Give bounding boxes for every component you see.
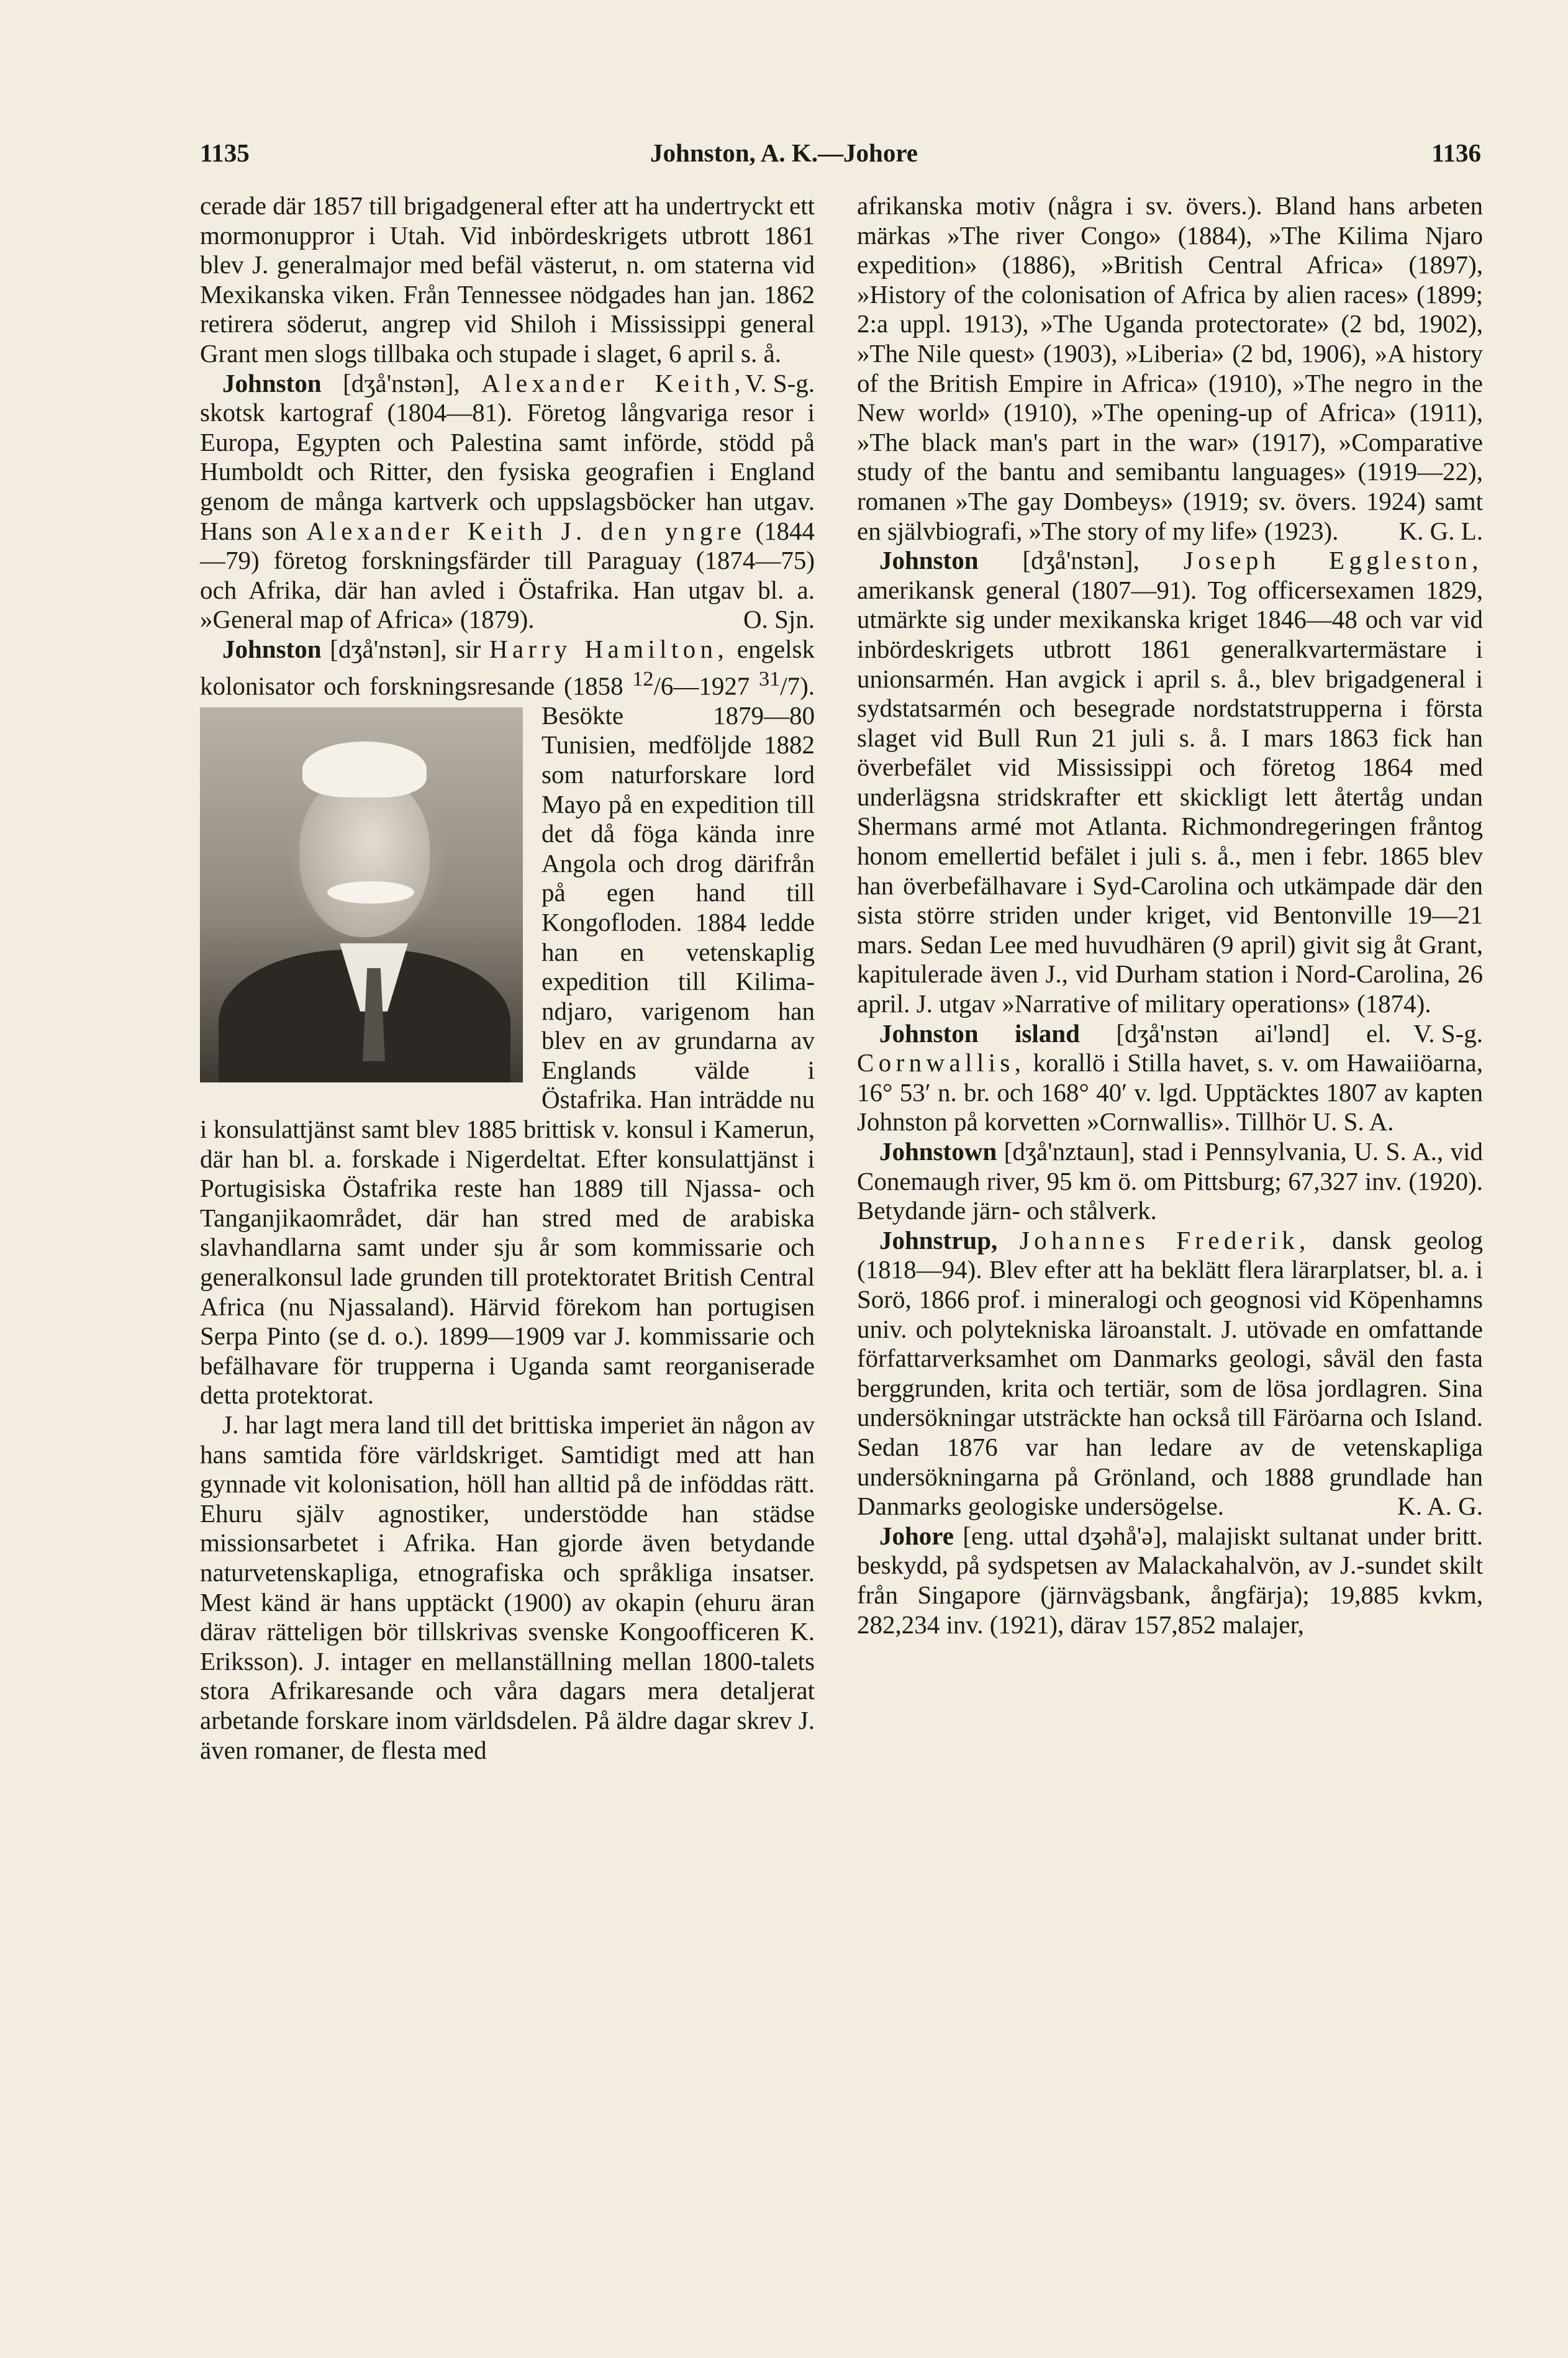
entry-headword: Johnstrup, [879, 1225, 998, 1254]
portrait-moustache [327, 881, 414, 904]
page-number-left: 1135 [200, 138, 250, 167]
entry-headword: Johore [879, 1521, 954, 1550]
entry-johnston-harry-hamilton: Johnston [dʒå'nstən], sir Harry Hamilton, engelsk kolonisator och forskningsresande (1858 $^{12}$/6—1927 $^{31}$/7 ). Besökte 1879—80 Tunisien, medföljde 1882 som naturforskare lord Mayo på en expedition till det då föga kända inre Angola och drog därifrån på egen hand till Kongofloden. 1884 ledde han en vetenskaplig expedition till Kilima-ndjaro, varigenom han blev en av grundarna av Englands välde i Östafrika. Han inträdde nu i konsulattjänst samt blev 1885 brittisk v. konsul i Kamerun, där han bl. a. forskade i Nigerdeltat. Efter konsulattjänst i Portugisiska Östafrika reste han 1889 till Njassa- och Tanganjikaområdet, där han stred med de arabiska slavhandlarna samt under sju år som kommissarie och generalkonsul lade grunden till protektoratet British Central Africa (nu Njassaland). Härvid förekom han portugisen Serpa Pinto (se d. o.). 1899—1909 var J. kommissarie och befälhavare för trupperna i Uganda samt reorganiserade detta protektorat. [200, 634, 815, 1410]
page-header [0, 130, 1568, 174]
entry-johnston-harry-hamilton-cont: J. har lagt mera land till det brittiska imperiet än någon av hans samtida före världskriget. Samtidigt med att han gynnade vit kolonisation, höll han alltid på de inföddas rätt. Ehuru själv agnostiker, understödde han städse missionsarbetet i Afrika. Han gjorde även betydande naturvetenskapliga, etnografiska och språkliga insatser. Mest känd är hans upptäckt (1900) av okapin (ehuru äran därav rätteligen bör tillskrivas svenske Kongoofficeren K. Eriksson). J. intager en mellanställning mellan 1800-talets stora Afrikaresande och våra dagars mera detaljerat arbetande forskare inom världsdelen. På äldre dagar skrev J. även romaner, de flesta med [200, 1410, 815, 1764]
entry-johnston-joseph-eggleston: Johnston [dʒå'nstən], Joseph Eggleston, amerikansk general (1807—91). Tog officersexamen 1829, utmärkte sig under mexikanska kriget 1846—48 och var vid inbördeskrigets utbrott 1861 generalkvartermästare i unionsarmén. Han avgick i april s. å., blev brigadgeneral i sydstatsarmén och besegrade nordstatstrupperna i första slaget vid Bull Run 21 juli s. å. I mars 1863 fick han överbefälet vid Mississippi och företog 1864 med underlägsna stridskrafter ett skickligt lett återtåg undan Shermans armé mot Atlanta. Richmondregeringen fråntog honom emellertid befälet i juli s. å., men i febr. 1865 blev han överbefälhavare i Syd-Carolina och utkämpade där den sista större striden under kriget, vid Bentonville 19—21 mars. Sedan Lee med huvudhären (9 april) givit sig åt Grant, kapitulerade även J., vid Durham station i Nord-Carolina, 26 april. J. utgav »Narrative of military operations» (1874). V. S-g. [857, 546, 1483, 1048]
author-signature: O. Sjn. [743, 605, 815, 634]
page-number-right: 1136 [1431, 138, 1481, 167]
author-signature: K. A. G. [1397, 1492, 1483, 1521]
entry-name: Joseph Eggleston, [1183, 546, 1483, 575]
entry-johnston-island: Johnston island [dʒå'nstən ai'lənd] el. Cornwallis, korallö i Stilla havet, s. v. om Hawaiiöarna, 16° 53′ n. br. och 168° 40′ v. lgd. Upptäcktes 1807 av kapten Johnston på korvetten »Cornwallis». Tillhör U. S. A. [857, 1018, 1483, 1136]
right-column [857, 191, 1483, 1639]
entry-headword: Johnstown [879, 1137, 997, 1166]
author-signature: V. S-g. [745, 368, 815, 397]
entry-continuation: cerade där 1857 till brigadgeneral efter att ha undertryckt ett mormonuppror i Utah. Vid inbördeskrigets utbrott 1861 blev J. generalmajor med befäl västerut, n. om staterna vid Mexikanska viken. Från Tennessee nödgades han jan. 1862 retirera söderut, angrep vid Shiloh i Mississippi general Grant men slogs tillbaka och stupade i slaget, 6 april s. å. V. S-g. [200, 191, 815, 397]
entry-name: Harry Hamilton, [489, 634, 729, 663]
portrait-hair [302, 741, 427, 797]
entry-name: Alexander Keith, [481, 368, 745, 397]
entry-subname: Alexander Keith J. den yngre [306, 516, 746, 545]
entry-johnstrup: Johnstrup, Johannes Frederik, dansk geolog (1818—94). Blev efter att ha beklätt flera lärarplatser, bl. a. i Sorö, 1866 prof. i mineralogi och geognosi vid Köpenhamns univ. och polytekniska läroanstalt. J. utövade en omfattande författarverksamhet om Danmarks geologi, såväl den fasta berggrunden, krita och tertiär, som de lösa jordlagren. Sina undersökningar utsträckte han också till Färöarna och Island. Sedan 1876 var han ledare av de vetenskapliga undersökningarna på Grönland, och 1888 grundlade han Danmarks geologiske undersögelse. K. A. G. [857, 1225, 1483, 1521]
author-signature: K. G. L. [1398, 516, 1483, 545]
entry-johore: Johore [eng. uttal dʒəhå'ə], malajiskt sultanat under britt. beskydd, på sydspetsen av Malackahalvön, av J.-sundet skilt från Singapore (järnvägsbank, ångfärja); 19,885 kvkm, 282,234 inv. (1921), därav 157,852 malajer, [857, 1521, 1483, 1639]
portrait-photo [200, 707, 523, 1082]
entry-johnston-alexander-keith: Johnston [dʒå'nstən], Alexander Keith, skotsk kartograf (1804—81). Företog långvariga resor i Europa, Egypten och Palestina samt införde, stödd på Humboldt och Ritter, den fysiska geografien i England genom de många kartverk och uppslagsböcker han utgav. Hans son Alexander Keith J. den yngre (1844—79) företog forskningsfärder till Paraguay (1874—75) och Afrika, där han avled i Östafrika. Han utgav bl. a. »General map of Africa» (1879). O. Sjn. [200, 368, 815, 634]
entry-headword: Johnston [879, 546, 979, 575]
entry-name: Cornwallis, [857, 1048, 1026, 1077]
entry-continuation: afrikanska motiv (några i sv. övers.). Bland hans arbeten märkas »The river Congo» (1884), »The Kilima Njaro expedition» (1886), »British Central Africa» (1897), »History of the colonisation of Africa by alien races» (1899; 2:a uppl. 1913), »The Uganda protectorate» (2 bd, 1902), »The Nile quest» (1903), »Liberia» (2 bd, 1906), »A history of the British Empire in Africa» (1910), »The negro in the New world» (1910), »The opening-up of Africa» (1911), »The black man's part in the war» (1917), »Comparative study of the bantu and semibantu languages» (1919—22), romanen »The gay Dombeys» (1919; sv. övers. 1924) samt en självbiografi, »The story of my life» (1923). K. G. L. [857, 191, 1483, 545]
author-signature: V. S-g. [1413, 1018, 1483, 1048]
entry-headword: Johnston [222, 368, 322, 397]
entry-headword: Johnston [222, 634, 322, 663]
running-title: Johnston, A. K.—Johore [650, 138, 918, 167]
portrait-face [299, 776, 430, 937]
entry-headword: Johnston island [879, 1018, 1080, 1048]
entry-name: Johannes Frederik, [1019, 1225, 1310, 1254]
left-column [200, 191, 815, 1765]
entry-johnstown: Johnstown [dʒå'nztaun], stad i Pennsylvania, U. S. A., vid Conemaugh river, 95 km ö. om Pittsburg; 67,327 inv. (1920). Betydande järn- och stålverk. [857, 1137, 1483, 1225]
